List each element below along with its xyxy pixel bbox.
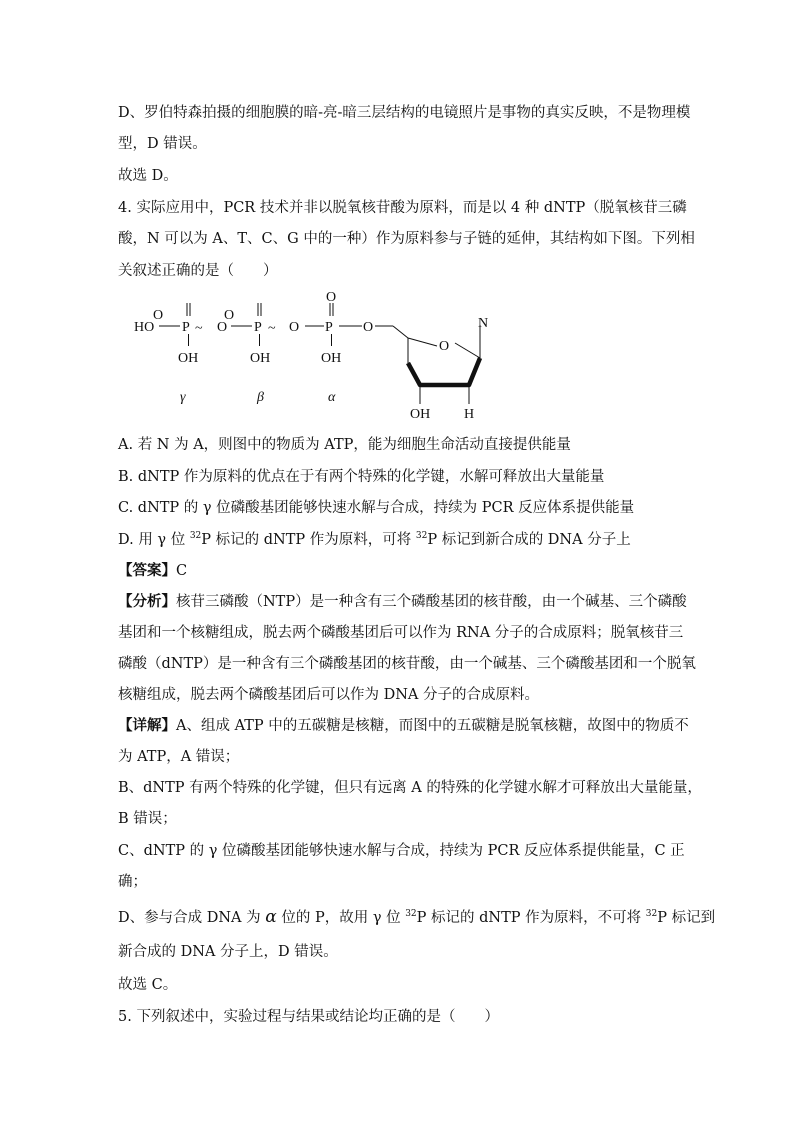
gamma-label: γ xyxy=(180,390,186,405)
option-c: C. dNTP 的 γ 位磷酸基团能够快速水解与合成，持续为 PCR 反应体系提供能量 xyxy=(118,500,635,516)
bridge-o: O xyxy=(217,320,228,335)
question-4-line: 4. 实际应用中，PCR 技术并非以脱氧核苷酸为原料，而是以 4 种 dNTP（脱氧核苷三磷 xyxy=(118,200,687,216)
option-a: A. 若 N 为 A，则图中的物质为 ATP，能为细胞生命活动直接提供能量 xyxy=(118,437,571,453)
option-b: B. dNTP 作为原料的优点在于有两个特殊的化学键，水解可释放出大量能量 xyxy=(118,469,605,485)
detail-line: 为 ATP，A 错误； xyxy=(118,749,240,765)
bridge-o: O xyxy=(289,320,300,335)
text-line: 故选 D。 xyxy=(118,168,178,184)
detail-line: B 错误； xyxy=(118,811,177,827)
detail-line: 确； xyxy=(118,874,147,890)
analysis-line: 基团和一个核糖组成，脱去两个磷酸基团后可以作为 RNA 分子的合成原料；脱氧核苷三 xyxy=(118,625,684,641)
detail-line: 【详解】A、组成 ATP 中的五碳糖是核糖，而图中的五碳糖是脱氧核糖，故图中的物质不 xyxy=(118,717,689,734)
alpha-label: α xyxy=(328,390,336,405)
bridge-o: O xyxy=(363,320,374,335)
detail-line: C、dNTP 的 γ 位磷酸基团能够快速水解与合成，持续为 PCR 反应体系提供能量，C 正 xyxy=(118,843,685,859)
hydroxyl-label: OH xyxy=(321,351,342,366)
hydroxyl-label: HO xyxy=(134,320,155,335)
phosphorus-beta: P xyxy=(254,320,262,335)
question-4-line: 酸，N 可以为 A、T、C、G 中的一种）作为原料参与子链的延伸，其结构如下图。下列相 xyxy=(118,231,695,247)
hydrogen-2prime: H xyxy=(464,407,475,422)
text-line: 型，D 错误。 xyxy=(118,136,207,152)
option-d: D. 用 γ 位 $^{32}$P 标记的 dNTP 作为原料，可将 $^{32}$P 标记到新合成的 DNA 分子上 xyxy=(118,531,631,548)
detail-line: B、dNTP 有两个特殊的化学键，但只有远离 A 的特殊的化学键水解才可释放出大量能量， xyxy=(118,780,702,796)
phosphate-o: O xyxy=(326,290,337,305)
answer-line: 【答案】C xyxy=(118,562,188,579)
phosphate-o: O xyxy=(224,308,235,323)
text-line: 故选 C。 xyxy=(118,977,178,993)
phosphate-o: O xyxy=(153,308,164,323)
hydroxyl-label: OH xyxy=(178,351,199,366)
hydroxyl-3prime: OH xyxy=(410,407,431,422)
dntp-structure-diagram xyxy=(118,282,538,427)
analysis-line: 【分析】核苷三磷酸（NTP）是一种含有三个磷酸基团的核苷酸，由一个碱基、三个磷酸 xyxy=(118,593,687,610)
analysis-line: 磷酸（dNTP）是一种含有三个磷酸基团的核苷酸，由一个碱基、三个磷酸基团和一个脱氧 xyxy=(118,656,696,672)
analysis-line: 核糖组成，脱去两个磷酸基团后可以作为 DNA 分子的合成原料。 xyxy=(118,687,540,703)
high-energy-bond: ~ xyxy=(268,321,276,336)
hydroxyl-label: OH xyxy=(250,351,271,366)
phosphorus-alpha: P xyxy=(325,320,333,335)
question-4-line: 关叙述正确的是（ ） xyxy=(118,263,278,279)
phosphorus-gamma: P xyxy=(182,320,190,335)
high-energy-bond: ~ xyxy=(195,321,203,336)
ring-o: O xyxy=(439,339,450,354)
base-n: N xyxy=(478,316,489,331)
question-5-line: 5. 下列叙述中，实验过程与结果或结论均正确的是（ ） xyxy=(118,1009,499,1025)
text-line: D、罗伯特森拍摄的细胞膜的暗-亮-暗三层结构的电镜照片是事物的真实反映，不是物理模 xyxy=(118,105,691,121)
detail-line: 新合成的 DNA 分子上，D 错误。 xyxy=(118,944,338,960)
beta-label: β xyxy=(257,390,264,405)
detail-line: D、参与合成 DNA 为 α 位的 P，故用 γ 位 $^{32}$P 标记的 dNTP 作为原料，不可将 $^{32}$P 标记到 xyxy=(118,907,716,927)
